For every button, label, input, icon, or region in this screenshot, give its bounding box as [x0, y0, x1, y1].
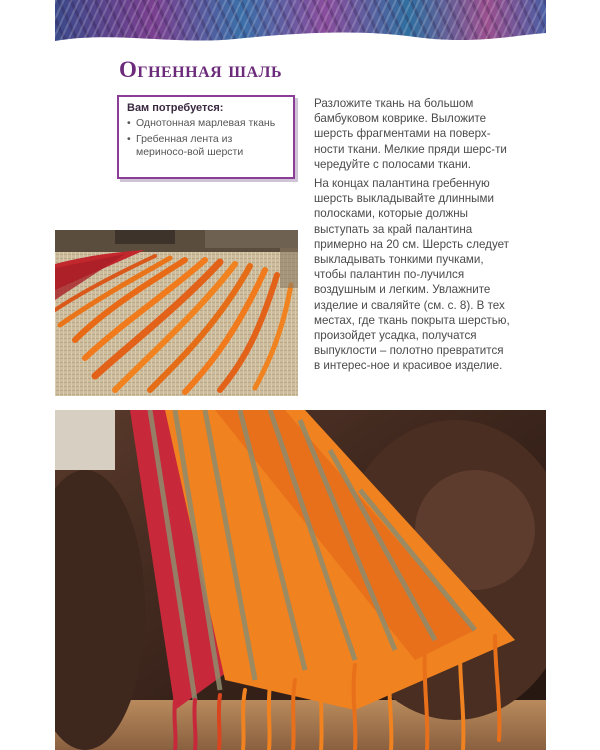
materials-box — [117, 95, 295, 179]
page-title: Огненная шаль — [119, 57, 283, 82]
header-wool-banner — [55, 0, 546, 48]
materials-item: • Однотонная марлевая ткань — [127, 117, 285, 130]
materials-heading: Вам потребуется: — [127, 102, 224, 114]
wool-strips-illustration — [55, 230, 298, 396]
instructions-paragraph: На концах палантина гребенную шерсть выкладывайте длинными полосками, которые должны выступать за край палантина примерно на 20 см. Шерсть следует выкладывать тонкими пучками, чтобы палантин по-лучился воздушным и легким. Увлажните изделие и сваляйте (см. с. 8). В тех местах, где ткань покрыта шерстью, произойдет усадка, получатся выпуклости – полотно превратится в интерес-ное и красивое изделие. — [314, 177, 510, 373]
materials-item: • Гребенная лента из мериносо-вой шерсти — [127, 133, 285, 159]
finished-shawl-photo — [55, 410, 546, 750]
instructions-paragraph: Разложите ткань на большом бамбуковом коврике. Выложите шерсть фрагментами на поверх-ности ткани. Мелкие пряди шерс-ти чередуйте с полосами ткани. — [314, 97, 507, 171]
shawl-illustration — [55, 410, 546, 750]
banner-wave-edge — [55, 27, 546, 48]
instructions-text — [314, 96, 510, 378]
materials-list — [127, 117, 285, 159]
wool-strips-photo — [55, 230, 298, 396]
